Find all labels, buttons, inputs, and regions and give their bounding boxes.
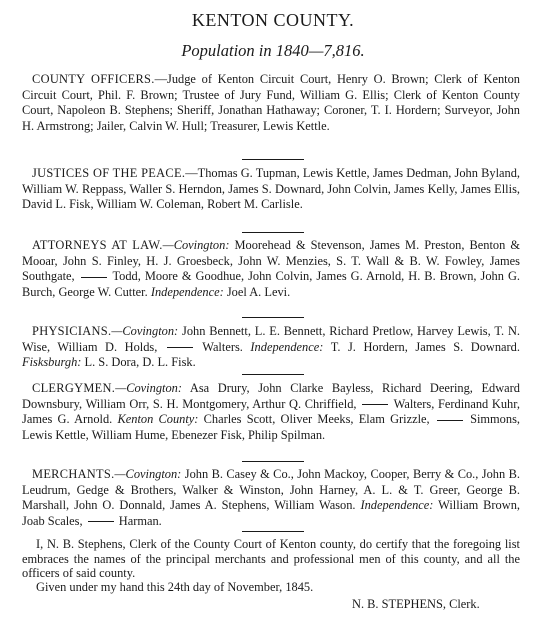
justices-section <box>22 166 520 213</box>
justices-heading: JUSTICES OF THE PEACE. <box>32 166 186 180</box>
physicians-place-independence: Independence: <box>250 339 324 354</box>
merchants-text-2: William Brown, Joab Scales, <box>22 498 520 528</box>
attorneys-place-independence: Independence: <box>150 284 224 299</box>
merchants-heading: MERCHANTS. <box>32 467 115 481</box>
physicians-place-fisksburgh: Fisksburgh: <box>22 355 82 370</box>
clergymen-text-4: Simmons, Lewis Kettle, William Hume, Ebenezer Fisk, Philip Spilman. <box>22 412 520 442</box>
justices-text: —Thomas G. Tupman, Lewis Kettle, James Dedman, John Byland, William W. Reppass, Waller S. Herndon, James S. Downard, John Colvin, James Kelly, James Ellis, David L. Fisk, William W. Coleman, Robert M. Carlisle. <box>22 166 520 212</box>
section-divider <box>242 317 304 318</box>
section-divider <box>242 159 304 160</box>
section-divider <box>242 374 304 375</box>
physicians-text-4: L. S. Dora, D. L. Fisk. <box>81 355 196 370</box>
clergymen-text-2: Walters, Ferdinand Kuhr, James G. Arnold. <box>22 396 520 427</box>
attorneys-text-1: Moorehead & Stevenson, James M. Preston, Benton & Mooar, John S. Finley, H. J. Groesbeck, John W. Menzies, S. T. Wall & B. W. Fowley, James Southgate, <box>22 238 520 284</box>
population-subtitle: Population in 1840—7,816. <box>181 41 365 60</box>
section-divider <box>242 461 304 462</box>
blank-name-dash <box>81 277 107 278</box>
physicians-text-1: John Bennett, L. E. Bennett, Richard Pretlow, Harvey Lewis, T. N. Wise, William D. Holds, <box>22 324 520 354</box>
page-title: KENTON COUNTY. <box>191 10 355 30</box>
blank-name-dash <box>167 347 193 348</box>
given-under-hand-line: Given under my hand this 24th day of November, 1845. <box>36 580 314 594</box>
section-divider <box>242 531 304 532</box>
blank-name-dash <box>362 404 388 405</box>
attorneys-text-3: Joel A. Levi. <box>223 284 291 299</box>
merchants-place-covington: —Covington: <box>114 467 182 481</box>
blank-name-dash <box>437 420 463 421</box>
clergymen-section <box>22 381 520 443</box>
section-divider <box>242 232 304 233</box>
physicians-section <box>22 324 520 371</box>
clerk-certificate: I, N. B. Stephens, Clerk of the County Court of Kenton county, do certify that the foregoing list embraces the names of the principal merchants and professional men of this county, and all the officers of said county. <box>22 537 520 580</box>
county-officers-section <box>22 72 520 134</box>
county-officers-text: —Judge of Kenton Circuit Court, Henry O. Brown; Clerk of Kenton Circuit Court, Phil. F. Brown; Trustee of Jury Fund, William G. Ellis; Clerk of Kenton County Court, Napoleon B. Stephens; Sheriff, Jonathan Hathaway; Coroner, T. I. Hordern; Surveyor, John H. Armstrong; Jailer, Calvin W. Hull; Treasurer, Lewis Kettle. <box>22 72 520 133</box>
merchants-text-1: John B. Casey & Co., John Mackoy, Cooper, Berry & Co., John B. Leudrum, Gedge & Brothers, Walker & Winston, John Harney, A. L. & T. Greer, George B. Marshall, John O. Donnald, James A. Stephens, William Wason. <box>22 467 520 513</box>
physicians-place-covington: —Covington: <box>111 324 179 338</box>
merchants-section <box>22 467 520 529</box>
attorneys-place-covington: —Covington: <box>162 238 230 252</box>
attorneys-text-2: Todd, Moore & Goodhue, John Colvin, James G. Arnold, H. B. Brown, John G. Burch, George W. Cutter. <box>22 269 520 299</box>
physicians-text-3: T. J. Hordern, James S. Downard. <box>323 339 520 354</box>
clergymen-place-kenton-county: Kenton County: <box>117 412 199 427</box>
blank-name-dash <box>88 521 114 522</box>
physicians-text-2: Walters. <box>194 339 251 354</box>
clerk-signature: N. B. STEPHENS, Clerk. <box>352 597 480 611</box>
attorneys-section <box>22 238 520 300</box>
clergymen-heading: CLERGYMEN. <box>32 381 116 395</box>
clergymen-place-covington: —Covington: <box>115 381 182 395</box>
merchants-text-3: Harman. <box>115 513 162 528</box>
county-officers-heading: COUNTY OFFICERS. <box>32 72 155 86</box>
physicians-heading: PHYSICIANS. <box>32 324 112 338</box>
clergymen-text-3: Charles Scott, Oliver Meeks, Elam Grizzle, <box>198 412 435 427</box>
merchants-place-independence: Independence: <box>360 498 434 513</box>
attorneys-heading: ATTORNEYS AT LAW. <box>32 238 163 252</box>
clergymen-text-1: Asa Drury, John Clarke Bayless, Richard Deering, Edward Downsbury, William Orr, S. H. Montgomery, Arthur Q. Chriffield, <box>22 381 520 411</box>
